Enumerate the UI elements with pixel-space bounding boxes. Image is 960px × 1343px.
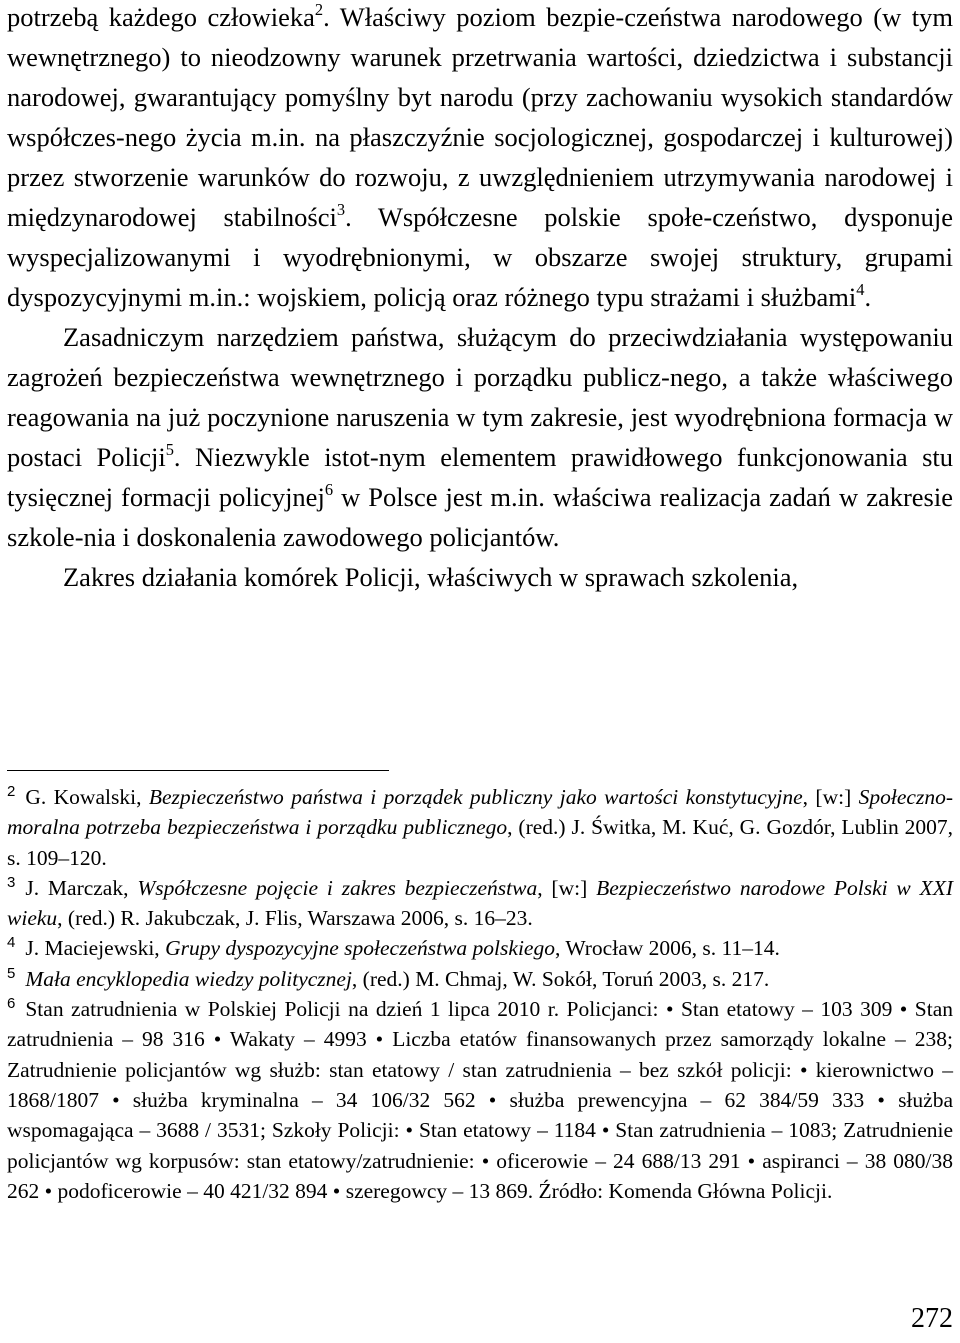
paragraph-3: Zakres działania komórek Policji, właściwych w sprawach szkolenia,	[63, 562, 799, 592]
footnote-text: G. Kowalski,	[25, 785, 149, 809]
footnote-text: J. Marczak,	[25, 875, 138, 900]
footnote-text: , Wrocław 2006, s. 11–14.	[554, 936, 780, 961]
footnote-title: Społeczno-moralna potrzeba bezpieczeństwa i porządku publicznego	[7, 785, 953, 840]
footnote-3	[7, 873, 953, 934]
text-run: . Niezwykle istot-nym elementem prawidłowego funkcjonowania stu tysięcznej formacji policyjnej	[7, 442, 954, 512]
text-run: . Właściwy poziom bezpie-czeństwa narodowego (w tym wewnętrznego) to nieodzowny warunek przetrwania wartości, dziedzictwa i substancji narodowej, gwarantujący pomyślny byt narodu (przy zachowaniu wysokich standardów współczes-nego życia m.in. na płaszczyźnie socjologicznej, gospodarczej i kulturowej) przez stworzenie warunków do rozwoju, z uwzględnieniem utrzymywania narodowej i międzynarodowej stabilności	[7, 2, 953, 232]
footnote-2	[7, 782, 953, 873]
footnote-ref[interactable]: 4	[856, 280, 865, 300]
text-run: w Polsce jest m.in. właściwa realizacja zadań w zakresie szkole-nia i doskonalenia zawodowego policjantów.	[7, 482, 953, 552]
main-text	[7, 0, 953, 597]
footnote-title: Współczesne pojęcie i zakres bezpieczeństwa	[137, 875, 538, 900]
paragraph-2	[7, 317, 953, 557]
text-run: .	[864, 282, 872, 312]
footnote-text: , [w:]	[802, 785, 859, 809]
footnote-number: 6	[7, 994, 16, 1012]
page-number: 272	[911, 1303, 953, 1334]
footnote-text: J. Maciejewski,	[25, 936, 166, 961]
footnote-ref[interactable]: 2	[314, 0, 324, 20]
footnote-text: , (red.) M. Chmaj, W. Sokół, Toruń 2003, s. 217.	[351, 966, 770, 991]
footnote-title: Grupy dyspozycyjne społeczeństwa polskiego	[165, 936, 555, 961]
footnote-text: , [w:]	[537, 875, 597, 900]
footnote-number: 2	[7, 782, 16, 800]
text-run: Zasadniczym narzędziem państwa, służącym do przeciwdziałania występowaniu zagrożeń bezpieczeństwa wewnętrznego i porządku publicz-nego, a także właściwego reagowania na już poczynione naruszenia w tym zakresie, jest wyodrębniona formacja w postaci Policji	[7, 322, 953, 472]
paragraph-1	[7, 0, 953, 317]
footnote-number: 4	[7, 934, 16, 952]
footnote-title: Bezpieczeństwo państwa i porządek publiczny jako wartości konstytucyjne	[148, 785, 803, 809]
footnote-title: Bezpieczeństwo narodowe Polski w XXI wieku	[7, 875, 953, 931]
footnote-number: 5	[7, 964, 16, 982]
footnote-6	[7, 994, 953, 1206]
footnote-ref[interactable]: 6	[324, 480, 334, 500]
footnote-ref[interactable]: 5	[165, 440, 174, 460]
footnote-5	[7, 964, 953, 994]
footnote-text: Stan zatrudnienia w Polskiej Policji na dzień 1 lipca 2010 r. Policjanci: • Stan etatowy – 103 309 • Stan zatrudnienia – 98 316 • Wakaty – 4993 • Liczba etatów finansowanych przez samorządy lokalne – 238; Zatrudnienie policjantów wg służb: stan etatowy / stan zatrudnienia – bez szkół policji: • kierownictwo – 1868/1807 • służba kryminalna – 34 106/32 562 • służba prewencyjna – 62 384/59 333 • służba wspomagająca – 3688 / 3531; Szkoły Policji: • Stan etatowy – 1184 • Stan zatrudnienia – 1083; Zatrudnienie policjantów wg korpusów: stan etatowy/zatrudnienie: • oficerowie – 24 688/13 291 • aspiranci – 38 080/38 262 • podoficerowie – 40 421/32 894 • szeregowcy – 13 869. Źródło: Komenda Główna Policji.	[7, 997, 953, 1203]
footnote-separator	[7, 770, 389, 771]
text-run: . Współczesne polskie społe-czeństwo, dysponuje wyspecjalizowanymi i wyodrębnionymi, w obszarze swojej struktury, grupami dyspozycyjnymi m.in.: wojskiem, policją oraz różnego typu strażami i służbami	[7, 202, 954, 312]
footnote-title: Mała encyklopedia wiedzy politycznej	[25, 966, 352, 991]
footnote-text: , (red.) J. Świtka, M. Kuć, G. Gozdór, Lublin 2007, s. 109–120.	[7, 815, 953, 870]
footnote-text: , (red.) R. Jakubczak, J. Flis, Warszawa 2006, s. 16–23.	[57, 906, 533, 931]
footnote-number: 3	[7, 873, 16, 891]
footnotes	[7, 782, 953, 1206]
footnote-4	[7, 933, 953, 963]
footnote-ref[interactable]: 3	[336, 200, 346, 220]
text-run: potrzebą każdego człowieka	[7, 2, 315, 32]
